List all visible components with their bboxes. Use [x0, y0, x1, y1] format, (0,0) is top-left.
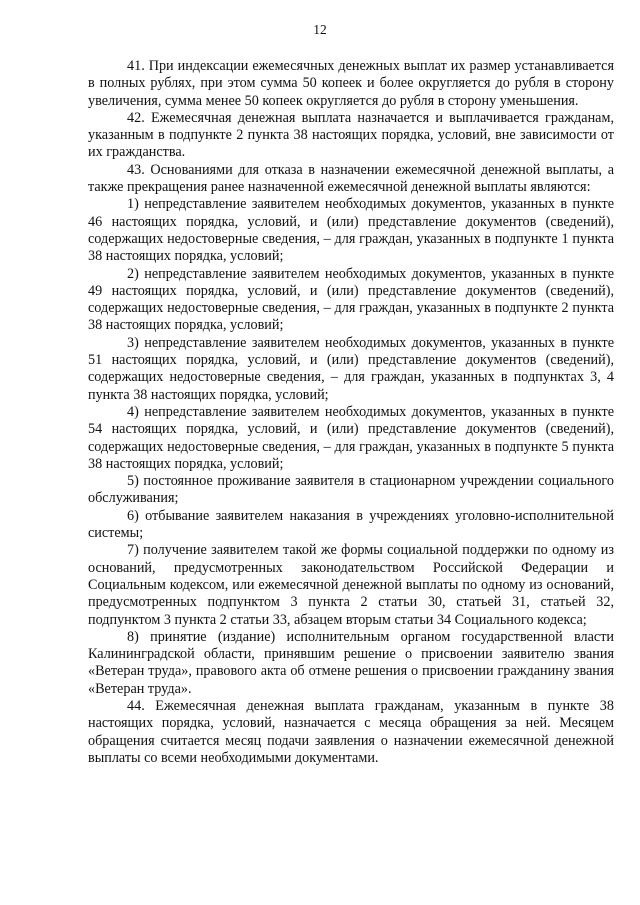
paragraph-43-item-1: 1) непредставление заявителем необходимых документов, указанных в пункте 46 настоящих порядка, условий, и (или) представление документов (сведений), содержащих недостоверные сведения, – для граждан, указанных в подпункте 1 пункта 38 настоящих порядка, условий;	[88, 196, 614, 265]
paragraph-41: 41. При индексации ежемесячных денежных выплат их размер устанавливается в полных рублях, при этом сумма 50 копеек и более округляется до рубля в сторону увеличения, сумма менее 50 копеек округляется до рубля в сторону уменьшения.	[88, 58, 614, 109]
paragraph-43-item-6: 6) отбывание заявителем наказания в учреждениях уголовно-исполнительной системы;	[88, 507, 614, 542]
paragraph-43-item-8: 8) принятие (издание) исполнительным органом государственной власти Калининградской области, принявшим решение о присвоении заявителю звания «Ветеран труда», правового акта об отмене решения о присвоении гражданину звания «Ветеран труда».	[88, 628, 614, 697]
document-body	[88, 58, 614, 767]
paragraph-43-item-5: 5) постоянное проживание заявителя в стационарном учреждении социального обслуживания;	[88, 473, 614, 507]
paragraph-42: 42. Ежемесячная денежная выплата назначается и выплачивается гражданам, указанным в подпункте 2 пункта 38 настоящих порядка, условий, вне зависимости от их гражданства.	[88, 109, 614, 161]
page-number: 12	[313, 22, 327, 37]
paragraph-43: 43. Основаниями для отказа в назначении ежемесячной денежной выплаты, а также прекращения ранее назначенной ежемесячной денежной выплаты являются:	[88, 161, 614, 196]
paragraph-44: 44. Ежемесячная денежная выплата гражданам, указанным в пункте 38 настоящих порядка, условий, назначается с месяца обращения за ней. Месяцем обращения считается месяц подачи заявления о назначении ежемесячной денежной выплаты со всеми необходимыми документами.	[88, 697, 614, 766]
paragraph-43-item-7: 7) получение заявителем такой же формы социальной поддержки по одному из оснований, предусмотренных законодательством Российской Федерации и Социальным кодексом, или ежемесячной денежной выплаты по одному из оснований, предусмотренных подпунктом 3 пункта 2 статьи 30, статьей 31, статьей 32, подпунктом 3 пункта 2 статьи 33, абзацем вторым статьи 34 Социального кодекса;	[88, 542, 614, 628]
paragraph-43-item-4: 4) непредставление заявителем необходимых документов, указанных в пункте 54 настоящих порядка, условий, и (или) представление документов (сведений), содержащих недостоверные сведения, – для граждан, указанных в подпункте 5 пункта 38 настоящих порядка, условий;	[88, 403, 614, 472]
paragraph-43-item-2: 2) непредставление заявителем необходимых документов, указанных в пункте 49 настоящих порядка, условий, и (или) представление документов (сведений), содержащих недостоверные сведения, – для граждан, указанных в подпункте 2 пункта 38 настоящих порядка, условий;	[88, 265, 614, 334]
paragraph-43-item-3: 3) непредставление заявителем необходимых документов, указанных в пункте 51 настоящих порядка, условий, и (или) представление документов (сведений), содержащих недостоверные сведения, – для граждан, указанных в подпунктах 3, 4 пункта 38 настоящих порядка, условий;	[88, 334, 614, 403]
